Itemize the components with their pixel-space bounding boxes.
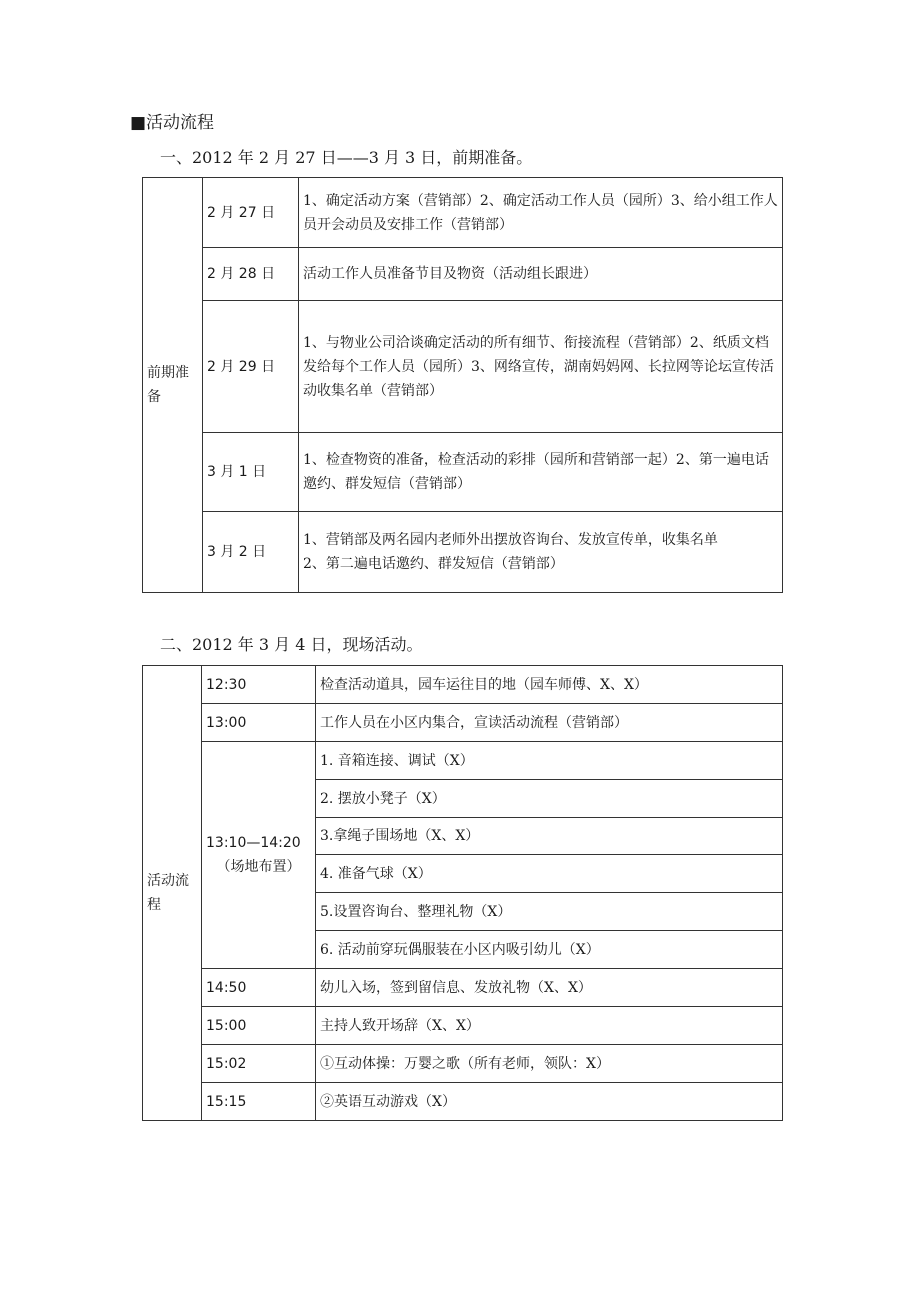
content-cell: 检查活动道具，园车运往目的地（园车师傅、X、X） — [316, 666, 783, 704]
content-cell: ①互动体操：万婴之歌（所有老师，领队：X） — [316, 1045, 783, 1083]
time-cell: 15:15 — [202, 1083, 316, 1121]
table-row — [143, 969, 783, 1007]
content-cell: ②英语互动游戏（X） — [316, 1083, 783, 1121]
content-cell: 幼儿入场，签到留信息、发放礼物（X、X） — [316, 969, 783, 1007]
content-cell: 4. 准备气球（X） — [316, 855, 783, 893]
time-cell: 14:50 — [202, 969, 316, 1007]
content-cell: 6. 活动前穿玩偶服装在小区内吸引幼儿（X） — [316, 931, 783, 969]
content-cell: 3.拿绳子围场地（X、X） — [316, 818, 783, 855]
schedule-table — [142, 665, 783, 1121]
date-cell: 2 月 27 日 — [203, 178, 299, 248]
section-heading: ■活动流程 — [130, 113, 215, 133]
time-cell: 15:02 — [202, 1045, 316, 1083]
content-cell: 活动工作人员准备节目及物资（活动组长跟进） — [299, 248, 783, 301]
table-row — [143, 742, 783, 780]
time-range: 13:10—14:20 — [206, 835, 301, 851]
content-cell: 2. 摆放小凳子（X） — [316, 780, 783, 818]
content-cell: 1、与物业公司洽谈确定活动的所有细节、衔接流程（营销部）2、纸质文档发给每个工作人员（园所）3、网络宣传，湖南妈妈网、长拉网等论坛宣传活动收集名单（营销部） — [299, 301, 783, 433]
content-cell — [299, 512, 783, 593]
section1-title: 一、2012 年 2 月 27 日——3 月 3 日，前期准备。 — [160, 148, 533, 167]
prep-table — [142, 177, 783, 593]
section2-title: 二、2012 年 3 月 4 日，现场活动。 — [160, 635, 423, 654]
content-line: 2、第二遍电话邀约、群发短信（营销部） — [303, 556, 564, 572]
time-note: （场地布置） — [216, 859, 301, 875]
content-cell: 工作人员在小区内集合，宣读活动流程（营销部） — [316, 704, 783, 742]
table-row — [143, 301, 783, 433]
table-row — [143, 666, 783, 704]
date-cell: 3 月 1 日 — [203, 433, 299, 512]
table-row — [143, 248, 783, 301]
table-row — [143, 1045, 783, 1083]
content-cell: 1、确定活动方案（营销部）2、确定活动工作人员（园所）3、给小组工作人员开会动员及安排工作（营销部） — [299, 178, 783, 248]
table-row — [143, 704, 783, 742]
content-line: 1、营销部及两名园内老师外出摆放咨询台、发放宣传单，收集名单 — [303, 532, 718, 548]
time-cell: 12:30 — [202, 666, 316, 704]
time-cell: 13:00 — [202, 704, 316, 742]
category-cell: 前期准备 — [143, 178, 203, 593]
content-cell: 主持人致开场辞（X、X） — [316, 1007, 783, 1045]
table-row — [143, 433, 783, 512]
table-row — [143, 178, 783, 248]
time-cell — [202, 742, 316, 969]
table-row — [143, 1007, 783, 1045]
table-row — [143, 1083, 783, 1121]
date-cell: 2 月 28 日 — [203, 248, 299, 301]
time-cell: 15:00 — [202, 1007, 316, 1045]
date-cell: 3 月 2 日 — [203, 512, 299, 593]
date-cell: 2 月 29 日 — [203, 301, 299, 433]
table-row — [143, 512, 783, 593]
category-cell: 活动流程 — [143, 666, 202, 1121]
content-cell: 5.设置咨询台、整理礼物（X） — [316, 893, 783, 931]
content-cell: 1. 音箱连接、调试（X） — [316, 742, 783, 780]
content-cell: 1、检查物资的准备，检查活动的彩排（园所和营销部一起）2、第一遍电话邀约、群发短信（营销部） — [299, 433, 783, 512]
